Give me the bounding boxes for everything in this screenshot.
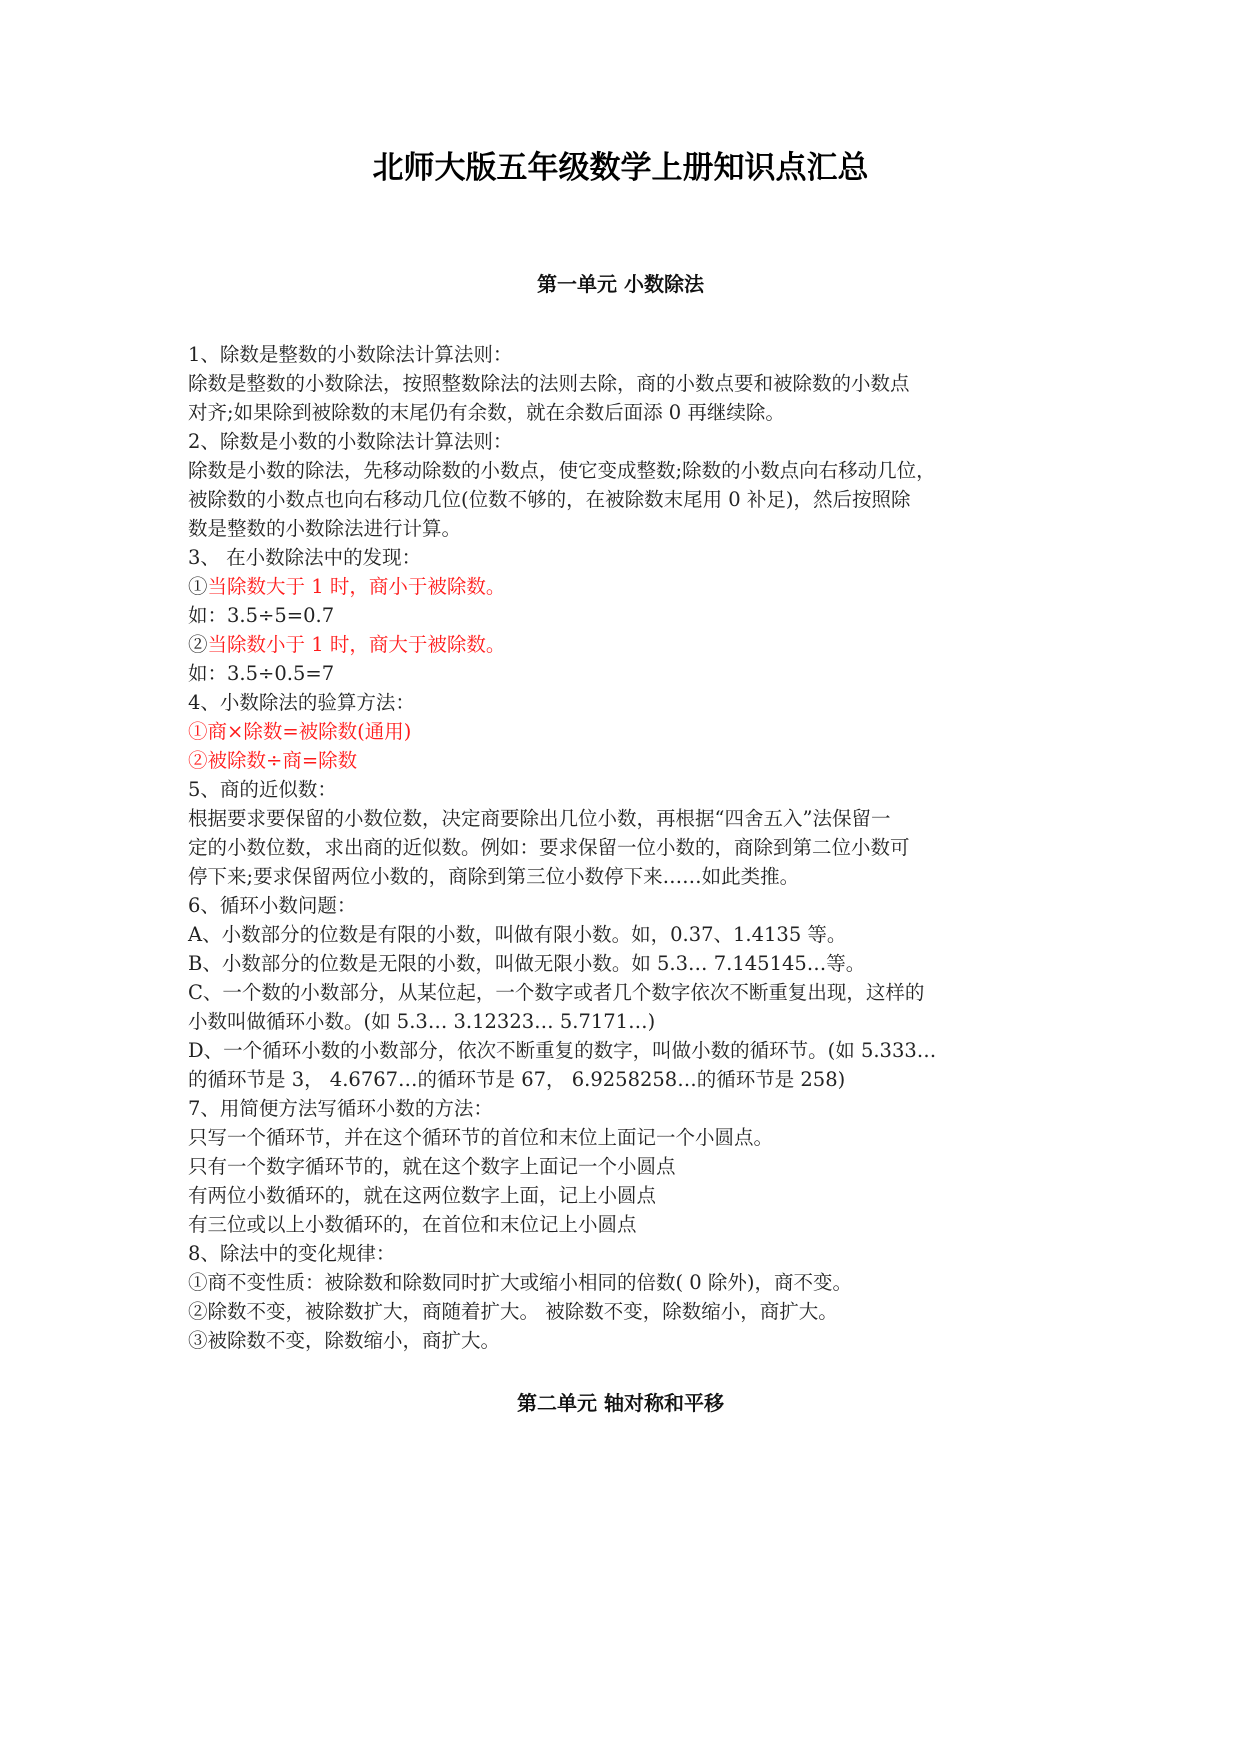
text-line xyxy=(188,659,1068,688)
line-text: B、小数部分的位数是无限的小数，叫做无限小数。如 5.3… 7.145145…等。 xyxy=(188,952,866,975)
line-text: 除数是小数的除法，先移动除数的小数点，使它变成整数;除数的小数点向右移动几位， xyxy=(188,459,936,482)
text-line xyxy=(188,1326,1068,1355)
text-line xyxy=(188,978,1068,1007)
text-line xyxy=(188,1094,1068,1123)
line-text: ②除数不变，被除数扩大，商随着扩大。 被除数不变，除数缩小，商扩大。 xyxy=(188,1300,838,1323)
line-text: A、小数部分的位数是有限的小数，叫做有限小数。如，0.37、1.4135 等。 xyxy=(188,923,847,946)
line-text: 5、商的近似数： xyxy=(188,778,337,801)
line-text: 8、除法中的变化规律： xyxy=(188,1242,396,1265)
line-text: 2、除数是小数的小数除法计算法则： xyxy=(188,430,513,453)
unit-2-heading: 第二单元 轴对称和平移 xyxy=(517,1391,724,1415)
text-line xyxy=(188,1036,1068,1065)
highlighted-text: ①商×除数=被除数(通用) xyxy=(188,720,412,743)
line-text: 6、循环小数问题： xyxy=(188,894,357,917)
line-text: 根据要求要保留的小数位数，决定商要除出几位小数，再根据“四舍五入”法保留一 xyxy=(188,807,891,830)
text-line xyxy=(188,456,1068,485)
text-line xyxy=(188,949,1068,978)
list-marker: ① xyxy=(188,575,208,598)
line-text: 除数是整数的小数除法，按照整数除法的法则去除，商的小数点要和被除数的小数点 xyxy=(188,372,910,395)
line-text: 数是整数的小数除法进行计算。 xyxy=(188,517,462,540)
line-text: 4、小数除法的验算方法： xyxy=(188,691,415,714)
line-text: 如：3.5÷5=0.7 xyxy=(188,604,335,627)
list-marker: ② xyxy=(188,633,208,656)
unit-1-content xyxy=(188,340,1068,1355)
text-line xyxy=(188,1181,1068,1210)
line-text: D、一个循环小数的小数部分，依次不断重复的数字，叫做小数的循环节。(如 5.333… xyxy=(188,1039,937,1062)
text-line xyxy=(188,514,1068,543)
text-line xyxy=(188,717,1068,746)
text-line xyxy=(188,891,1068,920)
text-line xyxy=(188,1123,1068,1152)
text-line xyxy=(188,1239,1068,1268)
text-line xyxy=(188,601,1068,630)
line-text: 如：3.5÷0.5=7 xyxy=(188,662,335,685)
text-line xyxy=(188,920,1068,949)
line-text: 有两位小数循环的，就在这两位数字上面，记上小圆点 xyxy=(188,1184,657,1207)
line-text: C、一个数的小数部分，从某位起，一个数字或者几个数字依次不断重复出现，这样的 xyxy=(188,981,925,1004)
text-line xyxy=(188,369,1068,398)
line-text: 停下来;要求保留两位小数的，商除到第三位小数停下来……如此类推。 xyxy=(188,865,800,888)
line-text: 只写一个循环节，并在这个循环节的首位和末位上面记一个小圆点。 xyxy=(188,1126,774,1149)
text-line xyxy=(188,1065,1068,1094)
line-text: 7、用简便方法写循环小数的方法： xyxy=(188,1097,493,1120)
text-line xyxy=(188,862,1068,891)
text-line xyxy=(188,1268,1068,1297)
line-text: 对齐;如果除到被除数的末尾仍有余数，就在余数后面添 0 再继续除。 xyxy=(188,401,785,424)
text-line xyxy=(188,630,1068,659)
unit-1-heading: 第一单元 小数除法 xyxy=(537,272,704,296)
line-text: ③被除数不变，除数缩小，商扩大。 xyxy=(188,1329,501,1352)
text-line xyxy=(188,1007,1068,1036)
text-line xyxy=(188,833,1068,862)
highlighted-text: 当除数小于 1 时，商大于被除数。 xyxy=(207,633,506,656)
document-title: 北师大版五年级数学上册知识点汇总 xyxy=(372,150,869,186)
text-line xyxy=(188,804,1068,833)
text-line xyxy=(188,1297,1068,1326)
line-text: ①商不变性质：被除数和除数同时扩大或缩小相同的倍数( 0 除外)，商不变。 xyxy=(188,1271,853,1294)
text-line xyxy=(188,398,1068,427)
text-line xyxy=(188,1152,1068,1181)
highlighted-text: ②被除数÷商=除数 xyxy=(188,749,358,772)
line-text: 1、除数是整数的小数除法计算法则： xyxy=(188,343,513,366)
text-line xyxy=(188,746,1068,775)
text-line xyxy=(188,1210,1068,1239)
line-text: 只有一个数字循环节的，就在这个数字上面记一个小圆点 xyxy=(188,1155,676,1178)
line-text: 被除数的小数点也向右移动几位(位数不够的，在被除数末尾用 0 补足)，然后按照除 xyxy=(188,488,911,511)
line-text: 3、 在小数除法中的发现： xyxy=(188,546,422,569)
text-line xyxy=(188,485,1068,514)
line-text: 有三位或以上小数循环的，在首位和末位记上小圆点 xyxy=(188,1213,637,1236)
text-line xyxy=(188,775,1068,804)
line-text: 小数叫做循环小数。(如 5.3… 3.12323… 5.7171…) xyxy=(188,1010,656,1033)
text-line xyxy=(188,572,1068,601)
line-text: 的循环节是 3， 4.6767…的循环节是 67， 6.9258258…的循环节是 258) xyxy=(188,1068,846,1091)
text-line xyxy=(188,543,1068,572)
text-line xyxy=(188,340,1068,369)
highlighted-text: 当除数大于 1 时，商小于被除数。 xyxy=(207,575,506,598)
text-line xyxy=(188,688,1068,717)
text-line xyxy=(188,427,1068,456)
line-text: 定的小数位数，求出商的近似数。例如：要求保留一位小数的，商除到第二位小数可 xyxy=(188,836,910,859)
